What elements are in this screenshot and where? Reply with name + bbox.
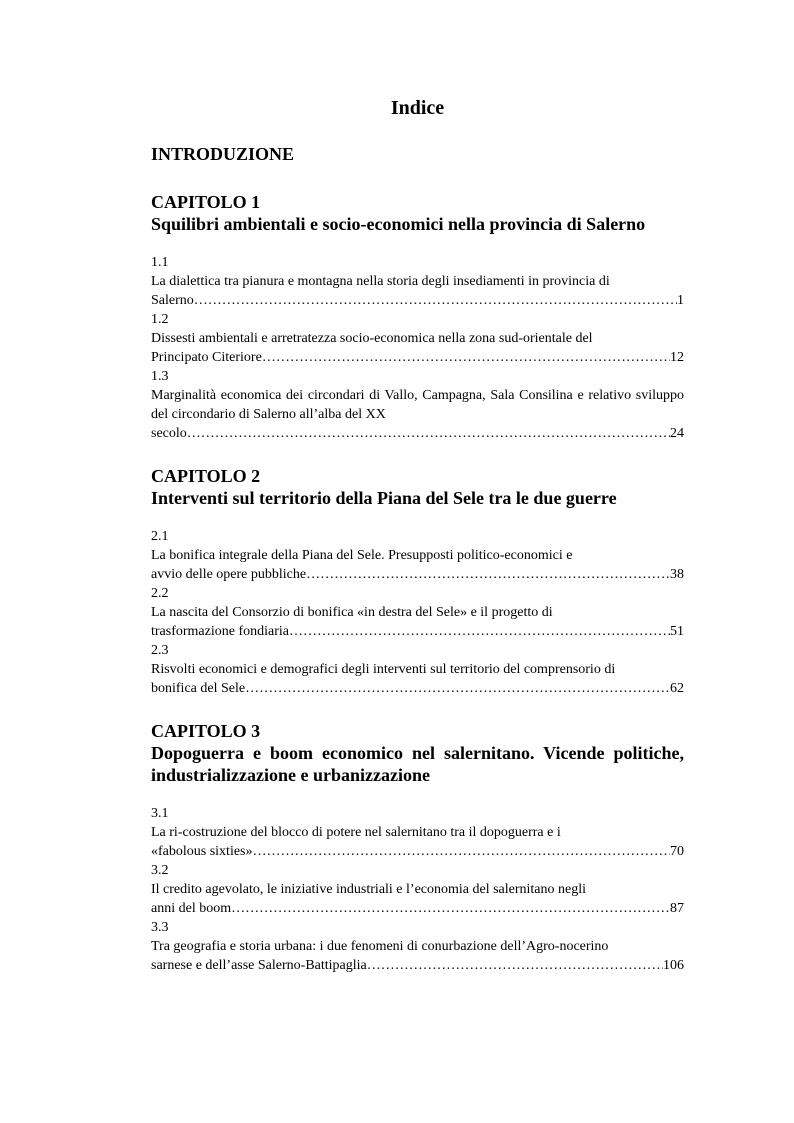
leader-line [151,622,684,641]
section-text: La dialettica tra pianura e montagna nella storia degli insediamenti in provincia di [151,274,610,289]
dot-leader [253,842,671,861]
section-text: La nascita del Consorzio di bonifica «in destra del Sele» e il progetto di [151,605,553,620]
section-number: 3.3 [151,920,169,935]
section-text-end: bonifica del Sele [151,681,246,696]
page-number: 24 [670,426,684,441]
dot-leader [367,956,663,975]
toc-entry-1-1[interactable] [151,253,684,310]
chapter-title: Squilibri ambientali e socio-economici nella provincia di Salerno [151,214,646,234]
section-text: Il credito agevolato, le iniziative industriali e l’economia del salernitano negli [151,882,587,897]
chapter-label: CAPITOLO 3 [151,721,261,741]
toc-entry-2-3[interactable] [151,641,684,698]
leader-line [151,842,684,861]
toc-entry-3-1[interactable] [151,804,684,861]
section-list [151,253,684,443]
toc-entry-1-2[interactable] [151,310,684,367]
introduction-heading: INTRODUZIONE [151,144,295,164]
section-number: 2.1 [151,529,169,544]
dot-leader [262,348,670,367]
dot-leader [231,899,670,918]
chapter-label: CAPITOLO 1 [151,192,261,212]
section-number: 2.2 [151,586,169,601]
section-list [151,804,684,975]
page-number: 12 [670,350,684,365]
page-title: Indice [390,97,445,119]
leader-line [151,291,684,310]
leader-line [151,424,684,443]
section-number: 1.3 [151,369,169,384]
table-of-contents [151,96,684,997]
dot-leader [289,622,670,641]
dot-leader [194,291,677,310]
toc-entry-1-3[interactable] [151,367,684,443]
section-number: 2.3 [151,643,169,658]
page-number: 1 [677,293,684,308]
section-text-end: secolo [151,426,187,441]
section-number: 1.1 [151,255,169,270]
toc-entry-3-3[interactable] [151,918,684,975]
chapter-1 [151,191,684,443]
dot-leader [245,679,670,698]
section-text: Dissesti ambientali e arretratezza socio-economica nella zona sud-orientale del [151,331,593,346]
section-text: Marginalità economica dei circondari di Vallo, Campagna, Sala Consilina e relativo sviluppo del circondario di Salerno all’alba del XX [151,388,684,422]
leader-line [151,679,684,698]
section-text: Tra geografia e storia urbana: i due fenomeni di conurbazione dell’Agro-nocerino [151,939,609,954]
section-text-end: sarnese e dell’asse Salerno-Battipaglia [151,958,367,973]
dot-leader [187,424,670,443]
section-text-end: avvio delle opere pubbliche [151,567,307,582]
section-text: La ri-costruzione del blocco di potere nel salernitano tra il dopoguerra e i [151,825,561,840]
page-number: 70 [670,844,684,859]
toc-entry-2-1[interactable] [151,527,684,584]
section-text: Risvolti economici e demografici degli interventi sul territorio del comprensorio di [151,662,616,677]
section-number: 1.2 [151,312,169,327]
leader-line [151,956,684,975]
chapter-label: CAPITOLO 2 [151,466,261,486]
section-text-end: «fabolous sixties» [151,844,253,859]
page-number: 87 [670,901,684,916]
section-text-end: anni del boom [151,901,232,916]
section-number: 3.2 [151,863,169,878]
section-number: 3.1 [151,806,169,821]
leader-line [151,899,684,918]
chapter-title: Dopoguerra e boom economico nel salernitano. Vicende politiche, industrializzazione e urbanizzazione [151,743,684,785]
page-number: 106 [663,958,684,973]
section-text-end: Principato Citeriore [151,350,262,365]
section-text-end: trasformazione fondiaria [151,624,289,639]
page-number: 51 [670,624,684,639]
page-number: 62 [670,681,684,696]
toc-entry-2-2[interactable] [151,584,684,641]
section-list [151,527,684,698]
chapter-title: Interventi sul territorio della Piana del Sele tra le due guerre [151,488,617,508]
page-number: 38 [670,567,684,582]
dot-leader [306,565,670,584]
chapter-3 [151,720,684,975]
chapter-2 [151,465,684,698]
leader-line [151,348,684,367]
section-text-end: Salerno [151,293,194,308]
section-text: La bonifica integrale della Piana del Sele. Presupposti politico-economici e [151,548,573,563]
leader-line [151,565,684,584]
toc-entry-3-2[interactable] [151,861,684,918]
